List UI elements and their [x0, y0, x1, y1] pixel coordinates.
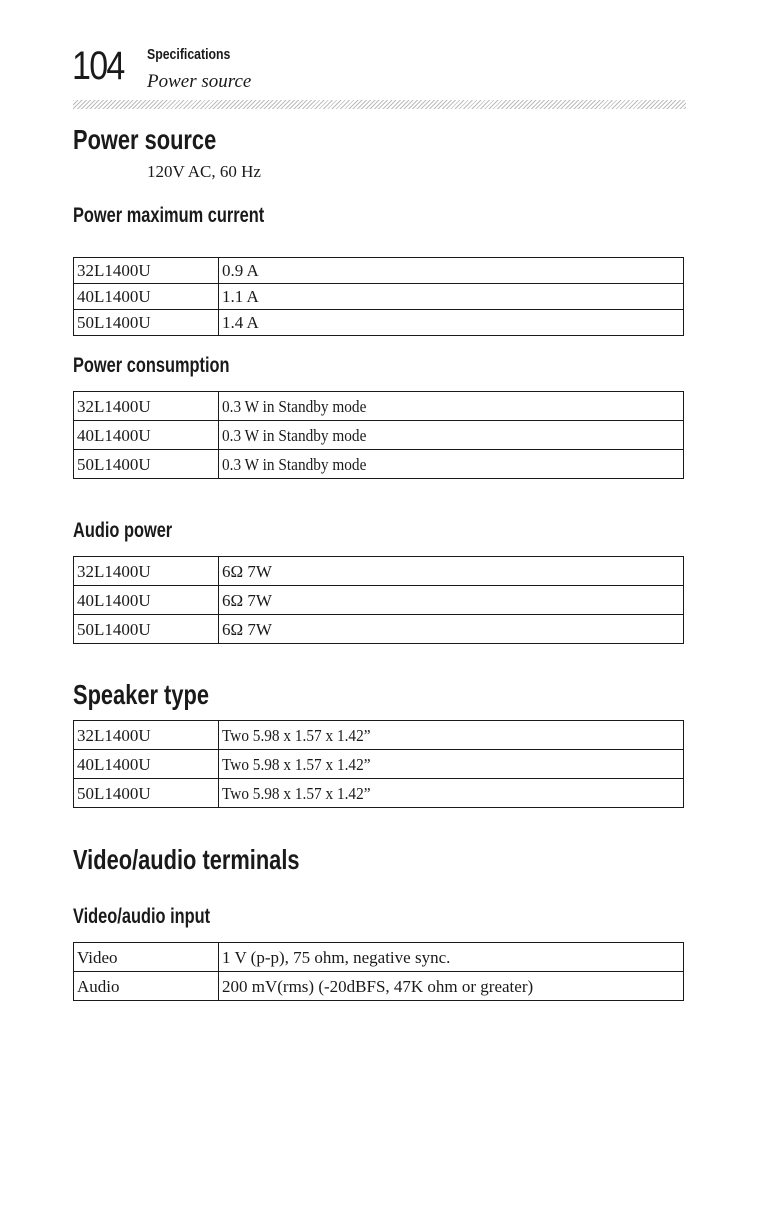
value-cell: 6Ω 7W: [219, 557, 684, 586]
power-max-current-heading: Power maximum current: [73, 204, 265, 227]
table-row: [74, 450, 684, 479]
table-row: [74, 586, 684, 615]
table-row: [74, 943, 684, 972]
model-cell: 40L1400U: [74, 586, 219, 615]
model-cell: 32L1400U: [74, 557, 219, 586]
power-max-current-table: [73, 257, 684, 336]
label-cell: Video: [74, 943, 219, 972]
table-row: [74, 779, 684, 808]
value-cell: 200 mV(rms) (-20dBFS, 47K ohm or greater): [219, 972, 684, 1001]
value-cell: 0.3 W in Standby mode: [219, 392, 684, 421]
model-cell: 32L1400U: [74, 258, 219, 284]
page-number: 104: [72, 44, 124, 88]
model-cell: 50L1400U: [74, 615, 219, 644]
label-cell: Audio: [74, 972, 219, 1001]
audio-power-heading: Audio power: [73, 519, 173, 542]
value-cell: Two 5.98 x 1.57 x 1.42”: [219, 721, 684, 750]
table-row: [74, 310, 684, 336]
value-cell: Two 5.98 x 1.57 x 1.42”: [219, 750, 684, 779]
table-row: [74, 421, 684, 450]
value-cell: 0.3 W in Standby mode: [219, 421, 684, 450]
power-source-value: 120V AC, 60 Hz: [147, 162, 261, 181]
value-cell: 1.4 A: [219, 310, 684, 336]
model-cell: 40L1400U: [74, 750, 219, 779]
value-cell: 0.3 W in Standby mode: [219, 450, 684, 479]
table-row: [74, 972, 684, 1001]
model-cell: 40L1400U: [74, 421, 219, 450]
table-row: [74, 284, 684, 310]
power-consumption-heading: Power consumption: [73, 354, 230, 377]
table-row: [74, 750, 684, 779]
value-cell: Two 5.98 x 1.57 x 1.42”: [219, 779, 684, 808]
table-row: [74, 392, 684, 421]
power-consumption-table: [73, 391, 684, 479]
value-cell: 1.1 A: [219, 284, 684, 310]
speaker-type-heading: Speaker type: [73, 679, 209, 710]
model-cell: 50L1400U: [74, 310, 219, 336]
value-cell: 6Ω 7W: [219, 615, 684, 644]
table-row: [74, 258, 684, 284]
header-divider: [73, 100, 686, 109]
value-cell: 0.9 A: [219, 258, 684, 284]
model-cell: 32L1400U: [74, 392, 219, 421]
video-audio-input-table: [73, 942, 684, 1001]
section-subtitle: Power source: [147, 71, 252, 92]
video-audio-terminals-heading: Video/audio terminals: [73, 844, 300, 875]
table-row: [74, 557, 684, 586]
table-row: [74, 721, 684, 750]
value-cell: 1 V (p-p), 75 ohm, negative sync.: [219, 943, 684, 972]
model-cell: 50L1400U: [74, 779, 219, 808]
chapter-title: Specifications: [147, 46, 231, 63]
model-cell: 32L1400U: [74, 721, 219, 750]
audio-power-table: [73, 556, 684, 644]
video-audio-input-heading: Video/audio input: [73, 905, 211, 928]
table-row: [74, 615, 684, 644]
value-cell: 6Ω 7W: [219, 586, 684, 615]
model-cell: 40L1400U: [74, 284, 219, 310]
power-source-heading: Power source: [73, 124, 217, 155]
model-cell: 50L1400U: [74, 450, 219, 479]
speaker-type-table: [73, 720, 684, 808]
